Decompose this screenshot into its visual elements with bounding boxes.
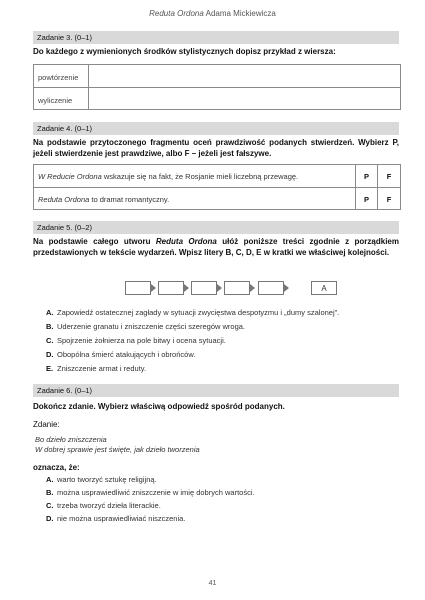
header-title-rest: Adama Mickiewicza: [203, 9, 276, 18]
task3-row-label: wyliczenie: [34, 88, 89, 109]
task4-statement-italic: W Reducie Ordona: [38, 172, 102, 181]
page-number: 41: [208, 580, 217, 587]
header-title-italic: Reduta Ordona: [149, 9, 204, 18]
task4-statement-text: wskazuje się na fakt, że Rosjanie mieli liczebną przewagę.: [101, 172, 299, 181]
option-text: można usprawiedliwić zniszczenie w imię dobrych wartości.: [57, 488, 255, 497]
option-letter: A.: [46, 308, 54, 317]
task5-question-a: Na podstawie całego utworu: [33, 237, 156, 246]
task6-option[interactable]: [46, 501, 161, 510]
task5-question-b: ułóż poniższe treści zgodnie z porządkiem przedstawionych w tekście wydarzeń. Wpisz litery B, C, D, E w kratki we właściwej kolejności.: [33, 237, 399, 257]
task4-table: [33, 164, 401, 210]
task6-question: Dokończ zdanie. Wybierz właściwą odpowiedź spośród podanych.: [33, 402, 285, 411]
task6-option[interactable]: [46, 475, 157, 484]
arrow-right-icon: [250, 284, 255, 292]
task4-statement-italic: Reduta Ordona: [38, 195, 90, 204]
task3-row: [34, 87, 400, 109]
option-text: Zapowiedź ostatecznej zagłady w sytuacji zwycięstwa despotyzmu i „dumy szalonej”.: [57, 308, 340, 317]
task6-quote-line: W dobrej sprawie jest święte, jak dzieło tworzenia: [35, 445, 200, 454]
option-letter: C.: [46, 336, 54, 345]
task5-question: [33, 237, 399, 258]
task4-statement: [34, 165, 356, 187]
true-option[interactable]: P: [356, 188, 378, 209]
option-letter: C.: [46, 501, 54, 510]
sequence-answer-box[interactable]: [125, 281, 151, 295]
task5-option: [46, 350, 195, 359]
sequence-answer-box[interactable]: [191, 281, 217, 295]
task5-option: [46, 308, 339, 317]
task6-oznacza-label: oznacza, że:: [33, 463, 80, 472]
option-text: nie można usprawiedliwiać niszczenia.: [57, 514, 186, 523]
task5-question-italic: Reduta Ordona: [155, 237, 217, 246]
option-text: trzeba tworzyć dzieła literackie.: [57, 501, 161, 510]
task5-label: Zadanie 5. (0–2): [37, 223, 93, 232]
option-text: Uderzenie granatu i zniszczenie części szeregów wroga.: [57, 322, 246, 331]
task3-question: Do każdego z wymienionych środków stylistycznych dopisz przykład z wiersza:: [33, 47, 336, 56]
true-option[interactable]: P: [356, 165, 378, 187]
task3-table: [33, 64, 401, 110]
option-letter: B.: [46, 488, 54, 497]
false-option[interactable]: F: [386, 172, 392, 181]
page-header: [0, 9, 425, 18]
task4-statement: [34, 188, 356, 209]
task6-option[interactable]: [46, 488, 255, 497]
task4-label: Zadanie 4. (0–1): [37, 124, 93, 133]
option-letter: B.: [46, 322, 54, 331]
sequence-answer-box[interactable]: [158, 281, 184, 295]
task4-statement-row: [34, 165, 400, 187]
task4-statement-text: to dramat romantyczny.: [89, 195, 170, 204]
sequence-fixed-box: A: [311, 281, 337, 295]
option-letter: A.: [46, 475, 54, 484]
option-text: Spojrzenie żołnierza na pole bitwy i ocena sytuacji.: [57, 336, 226, 345]
task6-label: Zadanie 6. (0–1): [37, 386, 93, 395]
sequence-answer-box[interactable]: [224, 281, 250, 295]
task4-header: [33, 122, 399, 135]
task6-header: [33, 384, 399, 397]
task5-option: [46, 336, 226, 345]
task3-header: [33, 31, 399, 44]
task5-option: [46, 364, 146, 373]
task6-option[interactable]: [46, 514, 185, 523]
arrow-right-icon: [284, 284, 289, 292]
arrow-right-icon: [217, 284, 222, 292]
task3-label: Zadanie 3. (0–1): [37, 33, 93, 42]
task3-row: [34, 65, 400, 87]
task4-statement-row: [34, 187, 400, 209]
option-text: Zniszczenie armat i reduty.: [57, 364, 147, 373]
option-text: warto tworzyć sztukę religijną.: [57, 475, 157, 484]
task6-zdanie-label: Zdanie:: [33, 420, 60, 429]
option-letter: E.: [46, 364, 54, 373]
arrow-right-icon: [151, 284, 156, 292]
false-option[interactable]: F: [386, 195, 392, 204]
option-letter: D.: [46, 350, 54, 359]
task4-question: Na podstawie przytoczonego fragmentu oceń prawdziwość podanych stwierdzeń. Wybierz P, jeżeli stwierdzenie jest prawdziwe, albo F – jeżeli jest fałszywe.: [33, 138, 399, 158]
option-text: Obopólna śmierć atakujących i obrońców.: [57, 350, 196, 359]
task5-option: [46, 322, 245, 331]
arrow-right-icon: [184, 284, 189, 292]
task6-quote-line: Bo dzieło zniszczenia: [35, 435, 107, 444]
task3-row-label: powtórzenie: [34, 65, 89, 87]
task5-header: [33, 221, 399, 234]
option-letter: D.: [46, 514, 54, 523]
sequence-answer-box[interactable]: [258, 281, 284, 295]
